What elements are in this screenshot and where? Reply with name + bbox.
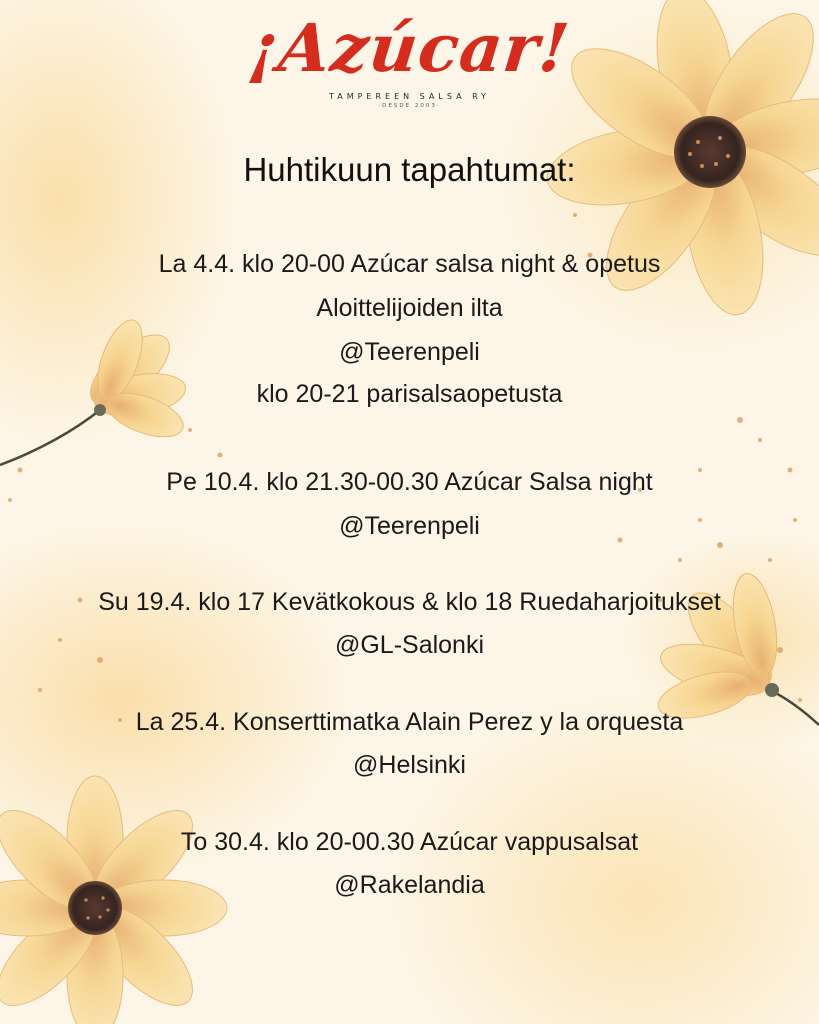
event-location: @Teerenpeli xyxy=(339,338,480,366)
event-location: @Teerenpeli xyxy=(339,512,480,540)
logo xyxy=(0,8,819,109)
event-line: klo 20-21 parisalsaopetusta xyxy=(256,380,563,408)
event-line: Su 19.4. klo 17 Kevätkokous & klo 18 Ruedaharjoitukset xyxy=(98,588,721,616)
page-title: Huhtikuun tapahtumat: xyxy=(243,151,576,188)
event-location: @Rakelandia xyxy=(334,871,485,899)
logo-wordmark: ¡Azúcar! xyxy=(245,9,574,87)
event-location: @GL-Salonki xyxy=(334,631,485,659)
logo-since: ·DESDE 2003· xyxy=(378,103,441,109)
logo-subtitle: TAMPEREEN SALSA RY xyxy=(328,92,491,101)
event-line: La 25.4. Konserttimatka Alain Perez y la orquesta xyxy=(135,708,684,736)
event-line: Pe 10.4. klo 21.30-00.30 Azúcar Salsa night xyxy=(166,468,653,496)
event-line: La 4.4. klo 20-00 Azúcar salsa night & opetus xyxy=(158,250,661,278)
event-line: To 30.4. klo 20-00.30 Azúcar vappusalsat xyxy=(180,828,639,856)
event-line: Aloittelijoiden ilta xyxy=(316,294,503,322)
event-location: @Helsinki xyxy=(353,751,466,779)
